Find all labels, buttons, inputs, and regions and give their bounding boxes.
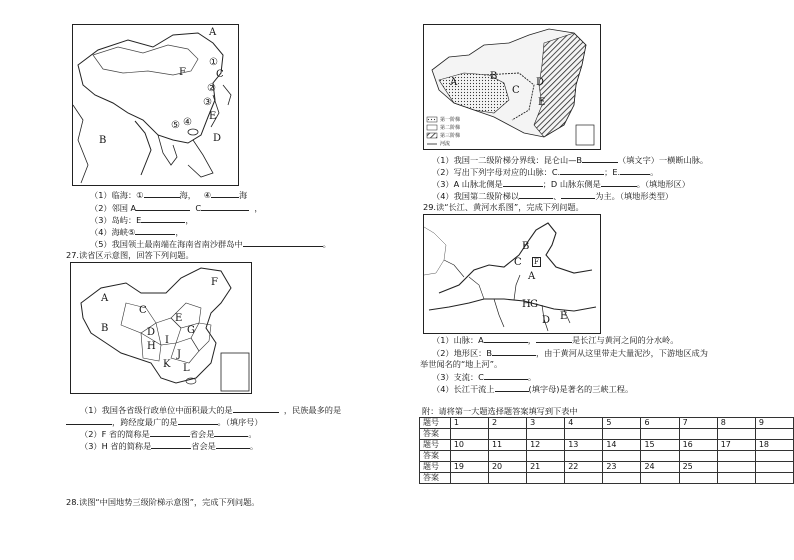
answer-table-cell[interactable] bbox=[527, 473, 565, 484]
map-rivers-drawing bbox=[424, 215, 600, 333]
answer-table-cell[interactable] bbox=[755, 473, 793, 484]
map1-sea-4: ④ bbox=[183, 117, 192, 128]
answer-table-row bbox=[420, 418, 794, 429]
blank[interactable] bbox=[519, 190, 553, 199]
q27-3-b: 省会是 bbox=[191, 441, 216, 451]
answer-table-cell: 8 bbox=[717, 418, 755, 429]
q-left-3 bbox=[90, 214, 194, 226]
map2-label-a: A bbox=[101, 293, 109, 304]
map1-label-c: C bbox=[216, 69, 224, 80]
q29-4 bbox=[432, 383, 633, 395]
q28-3 bbox=[432, 178, 690, 190]
q-left-2 bbox=[90, 202, 263, 214]
blank[interactable] bbox=[536, 334, 572, 343]
map4-label-c: C bbox=[514, 257, 522, 268]
map3-label-a: A bbox=[450, 77, 458, 88]
q-left-3-b: ， bbox=[185, 215, 194, 225]
answer-table-header-cell: 答案 bbox=[420, 429, 451, 440]
answer-table-title: 附：请将第一大题选择题答案填写到下表中 bbox=[422, 406, 578, 416]
q-left-5 bbox=[90, 238, 331, 250]
map-provinces bbox=[70, 262, 252, 394]
blank[interactable] bbox=[582, 154, 618, 163]
blank[interactable] bbox=[201, 202, 249, 211]
map3-label-e: E bbox=[538, 97, 546, 108]
blank[interactable] bbox=[243, 238, 323, 247]
blank[interactable] bbox=[136, 202, 190, 211]
answer-table-cell[interactable] bbox=[679, 451, 717, 462]
answer-table-cell: 9 bbox=[755, 418, 793, 429]
q-left-2-d: ， bbox=[254, 203, 263, 213]
q-left-5-a: （5）我国领土最南端在海南省南沙群岛中 bbox=[90, 239, 243, 249]
answer-table-header-cell: 答案 bbox=[420, 473, 451, 484]
map1-strait-5: ⑤ bbox=[171, 120, 180, 131]
legend-step-1: 第一阶梯 bbox=[440, 117, 461, 123]
blank[interactable] bbox=[141, 214, 185, 223]
q-left-5-b: 。 bbox=[322, 239, 331, 249]
map2-label-d: D bbox=[147, 327, 156, 338]
map1-label-f: F bbox=[179, 67, 186, 78]
blank[interactable] bbox=[144, 189, 180, 198]
legend-river: 河流 bbox=[440, 141, 451, 147]
q28-title: 28.读图“中国地势三级阶梯示意图”，完成下列问题。 bbox=[66, 497, 260, 507]
q28-4-b: 、 bbox=[553, 191, 562, 201]
answer-table-cell[interactable] bbox=[679, 473, 717, 484]
blank[interactable] bbox=[620, 166, 650, 175]
answer-table-cell bbox=[755, 462, 793, 473]
answer-table-cell[interactable] bbox=[450, 451, 488, 462]
answer-table-cell: 25 bbox=[679, 462, 717, 473]
q-left-1-d: 海 bbox=[239, 190, 248, 200]
q-left-1-c: ④ bbox=[203, 190, 212, 200]
q27-1-a: （1）我国各省级行政单位中面积最大的是 bbox=[80, 405, 233, 415]
map2-label-h: H bbox=[147, 341, 156, 352]
q28-4-c: 为主。（填地形类型） bbox=[595, 191, 674, 201]
answer-table-cell: 23 bbox=[603, 462, 641, 473]
answer-table-cell: 16 bbox=[679, 440, 717, 451]
legend-step-2: 第二阶梯 bbox=[440, 125, 461, 131]
map2-label-i: I bbox=[165, 335, 169, 346]
map4-label-g: G bbox=[530, 299, 538, 310]
answer-table bbox=[419, 417, 794, 484]
map4-label-a: A bbox=[528, 271, 536, 282]
q-left-4 bbox=[90, 226, 184, 238]
q27-1-b: ，民族最多的是 bbox=[283, 405, 342, 415]
answer-table-cell: 6 bbox=[641, 418, 679, 429]
q29-3-b: 。 bbox=[527, 372, 537, 382]
map4-label-d: D bbox=[542, 315, 551, 326]
answer-table-cell: 15 bbox=[641, 440, 679, 451]
answer-table-cell: 3 bbox=[527, 418, 565, 429]
legend-step-3: 第三阶梯 bbox=[440, 133, 461, 139]
answer-table-cell: 14 bbox=[603, 440, 641, 451]
q28-2-a: （2）写出下列字母对应的山脉：C. bbox=[432, 167, 561, 177]
answer-table-cell[interactable] bbox=[641, 429, 679, 440]
map1-sea-2: ② bbox=[207, 83, 216, 94]
map2-label-g: G bbox=[187, 325, 195, 336]
map2-label-b: B bbox=[101, 323, 109, 334]
answer-table-cell: 5 bbox=[603, 418, 641, 429]
answer-table-row bbox=[420, 473, 794, 484]
answer-table-row bbox=[420, 451, 794, 462]
answer-table-cell: 1 bbox=[450, 418, 488, 429]
q-left-4-a: （4）海峡⑤ bbox=[90, 227, 136, 237]
q29-2 bbox=[432, 347, 708, 359]
blank[interactable] bbox=[503, 178, 543, 187]
answer-table-cell: 4 bbox=[565, 418, 603, 429]
answer-table-cell[interactable] bbox=[488, 429, 526, 440]
answer-table-cell[interactable] bbox=[488, 451, 526, 462]
map2-label-j: J bbox=[177, 349, 182, 360]
answer-table-cell: 7 bbox=[679, 418, 717, 429]
q29-2-b: ，由于黄河从这里带走大量泥沙，下游地区成为 bbox=[535, 348, 708, 358]
q28-4 bbox=[432, 190, 673, 202]
answer-table-row bbox=[420, 440, 794, 451]
q29-2-cont: 举世闻名的“地上河”。 bbox=[420, 359, 503, 369]
q28-1-b: （填文字）一横断山脉。 bbox=[618, 155, 709, 165]
q28-3-b: ；D 山脉东侧是 bbox=[542, 179, 601, 189]
q-left-3-a: （3）岛屿：E bbox=[90, 215, 142, 225]
answer-table-cell: 2 bbox=[488, 418, 526, 429]
q27-3-c: 。 bbox=[249, 441, 259, 451]
map1-label-e: E bbox=[209, 111, 217, 122]
map3-label-c: C bbox=[512, 85, 520, 96]
answer-table-cell[interactable] bbox=[565, 451, 603, 462]
q29-2-a: （2）地形区：B bbox=[432, 348, 492, 358]
answer-table-cell[interactable] bbox=[641, 451, 679, 462]
q27-2-b: 省会是 bbox=[189, 429, 215, 439]
blank[interactable] bbox=[216, 440, 250, 449]
q28-4-a: （4）我国第二级阶梯以 bbox=[432, 191, 520, 201]
blank[interactable] bbox=[211, 189, 239, 198]
q28-2-c: 。 bbox=[650, 167, 659, 177]
answer-table-row bbox=[420, 462, 794, 473]
answer-table-cell: 12 bbox=[527, 440, 565, 451]
map4-label-b: B bbox=[522, 241, 530, 252]
map2-label-l: L bbox=[183, 363, 190, 374]
answer-table-cell: 18 bbox=[755, 440, 793, 451]
answer-table-cell: 17 bbox=[717, 440, 755, 451]
answer-table-cell: 22 bbox=[565, 462, 603, 473]
blank[interactable] bbox=[492, 347, 536, 356]
blank[interactable] bbox=[178, 416, 218, 425]
answer-table-cell: 11 bbox=[488, 440, 526, 451]
map1-label-b: B bbox=[99, 135, 107, 146]
map-terrain-steps bbox=[423, 24, 601, 150]
answer-table-cell[interactable] bbox=[679, 429, 717, 440]
map-provinces-drawing bbox=[71, 263, 251, 393]
answer-table-cell: 21 bbox=[527, 462, 565, 473]
q28-2-b: ；E. bbox=[604, 167, 621, 177]
q-left-1 bbox=[90, 189, 247, 201]
q-left-1-b: 海， bbox=[179, 190, 196, 200]
q29-1 bbox=[432, 334, 678, 346]
answer-table-cell[interactable] bbox=[450, 473, 488, 484]
q29-3-a: （3）支流：C bbox=[432, 372, 484, 382]
q28-3-a: （3）A 山脉北侧是 bbox=[432, 179, 503, 189]
answer-table-cell[interactable] bbox=[450, 429, 488, 440]
q27-1-cont-c: 。（填序号） bbox=[217, 417, 263, 427]
q-left-1-a: （1）临海：① bbox=[90, 190, 144, 200]
blank[interactable] bbox=[561, 190, 595, 199]
answer-table-cell: 24 bbox=[641, 462, 679, 473]
answer-table-header-cell: 题号 bbox=[420, 440, 451, 451]
q27-3 bbox=[80, 440, 258, 452]
answer-table-cell[interactable] bbox=[603, 473, 641, 484]
answer-table-cell: 19 bbox=[450, 462, 488, 473]
q28-2 bbox=[432, 166, 658, 178]
map3-label-b: B bbox=[490, 71, 498, 82]
answer-table-cell[interactable] bbox=[565, 429, 603, 440]
answer-table-cell[interactable] bbox=[717, 473, 755, 484]
blank[interactable] bbox=[151, 440, 191, 449]
q29-4-a: （4）长江干流上 bbox=[432, 384, 495, 394]
blank[interactable] bbox=[484, 334, 528, 343]
answer-table-cell[interactable] bbox=[527, 451, 565, 462]
q28-3-c: 。（填地形区） bbox=[636, 179, 690, 189]
q27-1 bbox=[80, 404, 341, 416]
q28-1-a: （1）我国一二级阶梯分界线：昆仑山—B bbox=[432, 155, 583, 165]
answer-table-cell[interactable] bbox=[527, 429, 565, 440]
answer-table-cell[interactable] bbox=[717, 429, 755, 440]
answer-table-cell[interactable] bbox=[488, 473, 526, 484]
q29-3 bbox=[432, 371, 536, 383]
answer-table-cell[interactable] bbox=[565, 473, 603, 484]
q29-1-b: ， bbox=[527, 335, 536, 345]
q-left-2-a: （2）邻国 A bbox=[90, 203, 137, 213]
q29-title: 29.读“长江、黄河水系图”，完成下列问题。 bbox=[423, 202, 584, 212]
map4-label-h: H bbox=[522, 299, 531, 310]
answer-table-row bbox=[420, 429, 794, 440]
map4-label-f: F bbox=[534, 258, 539, 266]
q27-2 bbox=[80, 428, 257, 440]
q27-2-a: （2）F 省的简称是 bbox=[80, 429, 150, 439]
q27-2-c: 。 bbox=[248, 429, 257, 439]
map1-sea-3: ③ bbox=[203, 97, 212, 108]
blank[interactable] bbox=[66, 416, 112, 425]
map-china-neighbors bbox=[72, 24, 239, 186]
blank[interactable] bbox=[560, 166, 604, 175]
blank[interactable] bbox=[484, 371, 528, 380]
answer-table-cell[interactable] bbox=[755, 429, 793, 440]
answer-table-cell[interactable] bbox=[603, 451, 641, 462]
q29-1-a: （1）山脉：A bbox=[432, 335, 484, 345]
map-china-neighbors-drawing bbox=[73, 25, 238, 185]
blank[interactable] bbox=[214, 428, 248, 437]
blank[interactable] bbox=[495, 383, 529, 392]
q-left-4-b: ， bbox=[175, 227, 184, 237]
q29-1-c: 是长江与黄河之间的分水岭。 bbox=[571, 335, 679, 345]
map1-label-d: D bbox=[213, 133, 222, 144]
q27-3-a: （3）H 省的简称是 bbox=[80, 441, 152, 451]
blank[interactable] bbox=[150, 428, 190, 437]
q27-1-cont bbox=[66, 416, 263, 428]
q27-1-cont-b: ，跨经度最广的是 bbox=[112, 417, 178, 427]
answer-table-cell: 13 bbox=[565, 440, 603, 451]
blank[interactable] bbox=[135, 226, 175, 235]
answer-table-header-cell: 题号 bbox=[420, 462, 451, 473]
map2-label-e: E bbox=[175, 313, 183, 324]
map3-label-d: D bbox=[536, 77, 545, 88]
q-left-2-c: C bbox=[195, 203, 202, 213]
map4-label-e: E bbox=[560, 311, 568, 322]
map2-label-k: K bbox=[163, 359, 171, 370]
q29-4-b: (填字母)是著名的三峡工程。 bbox=[528, 384, 634, 394]
map2-label-f: F bbox=[211, 277, 218, 288]
q27-title: 27.读省区示意图，回答下列问题。 bbox=[66, 250, 194, 260]
map2-label-c: C bbox=[139, 305, 147, 316]
answer-table-cell: 10 bbox=[450, 440, 488, 451]
map-rivers bbox=[423, 214, 601, 334]
q28-1 bbox=[432, 154, 708, 166]
map1-sea-1: ① bbox=[209, 57, 218, 68]
answer-table-cell[interactable] bbox=[755, 451, 793, 462]
answer-table-header-cell: 题号 bbox=[420, 418, 451, 429]
answer-table-cell[interactable] bbox=[641, 473, 679, 484]
answer-table-cell: 20 bbox=[488, 462, 526, 473]
blank[interactable] bbox=[233, 404, 279, 413]
blank[interactable] bbox=[601, 178, 637, 187]
map1-label-a: A bbox=[209, 27, 217, 38]
answer-table-cell[interactable] bbox=[603, 429, 641, 440]
answer-table-header-cell: 答案 bbox=[420, 451, 451, 462]
answer-table-cell bbox=[717, 462, 755, 473]
answer-table-cell[interactable] bbox=[717, 451, 755, 462]
